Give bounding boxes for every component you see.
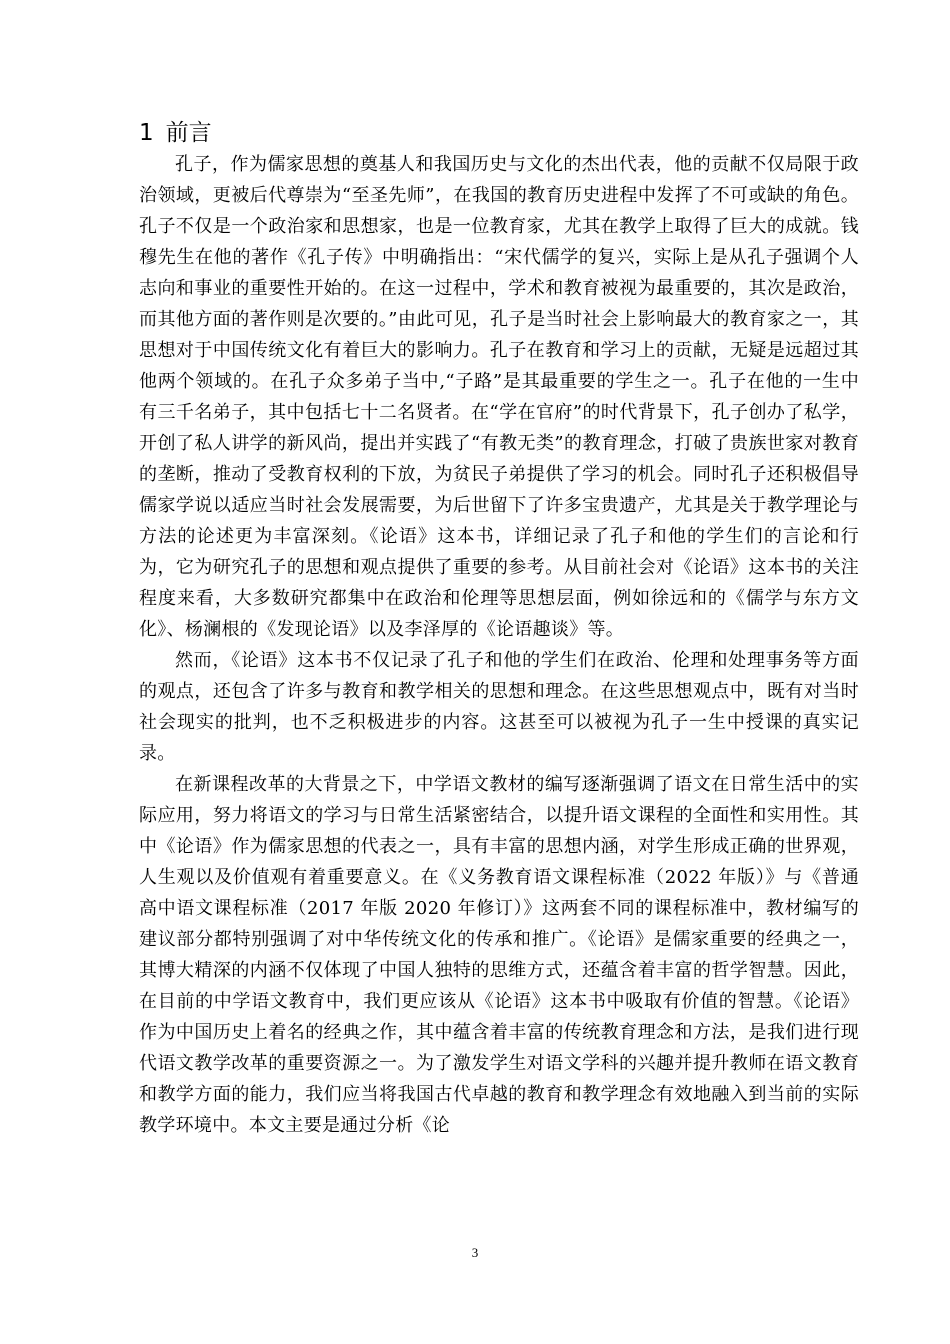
section-heading	[139, 117, 859, 149]
page-number: 3	[471, 1245, 479, 1260]
paragraph-2: 然而，《论语》这本书不仅记录了孔子和他的学生们在政治、伦理和处理事务等方面的观点，还包含了许多与教育和教学相关的思想和理念。在这些思想观点中，既有对当时社会现实的批判，也不乏积极进步的内容。这甚至可以被视为孔子一生中授课的真实记录。	[139, 650, 859, 764]
page-content	[139, 117, 859, 1141]
section-number: 1	[139, 120, 154, 146]
paragraph-3: 在新课程改革的大背景之下，中学语文教材的编写逐渐强调了语文在日常生活中的实际应用，努力将语文的学习与日常生活紧密结合，以提升语文课程的全面性和实用性。其中《论语》作为儒家思想的代表之一，具有丰富的思想内涵，对学生形成正确的世界观，人生观以及价值观有着重要意义。在《义务教育语文课程标准（2022 年版）》与《普通高中语文课程标准（2017 年版 2020 年修订）》这两套不同的课程标准中，教材编写的建议部分都特别强调了对中华传统文化的传承和推广。《论语》是儒家重要的经典之一，其博大精深的内涵不仅体现了中国人独特的思维方式，还蕴含着丰富的哲学智慧。因此，在目前的中学语文教育中，我们更应该从《论语》这本书中吸取有价值的智慧。《论语》作为中国历史上着名的经典之作，其中蕴含着丰富的传统教育理念和方法，是我们进行现代语文教学改革的重要资源之一。为了激发学生对语文学科的兴趣并提升教师在语文教育和教学方面的能力，我们应当将我国古代卓越的教育和教学理念有效地融入到当前的实际教学环境中。本文主要是通过分析《论	[139, 774, 859, 1136]
paragraph-1: 孔子，作为儒家思想的奠基人和我国历史与文化的杰出代表，他的贡献不仅局限于政治领域，更被后代尊崇为“至圣先师”，在我国的教育历史进程中发挥了不可或缺的角色。孔子不仅是一个政治家和思想家，也是一位教育家，尤其在教学上取得了巨大的成就。钱穆先生在他的著作《孔子传》中明确指出：“宋代儒学的复兴，实际上是从孔子强调个人志向和事业的重要性开始的。在这一过程中，学术和教育被视为最重要的，其次是政治，而其他方面的著作则是次要的。”由此可见，孔子是当时社会上影响最大的教育家之一，其思想对于中国传统文化有着巨大的影响力。孔子在教育和学习上的贡献，无疑是远超过其他两个领域的。在孔子众多弟子当中,“子路”是其最重要的学生之一。孔子在他的一生中有三千名弟子，其中包括七十二名贤者。在“学在官府”的时代背景下，孔子创办了私学，开创了私人讲学的新风尚，提出并实践了“有教无类”的教育理念，打破了贵族世家对教育的垄断，推动了受教育权利的下放，为贫民子弟提供了学习的机会。同时孔子还积极倡导儒家学说以适应当时社会发展需要，为后世留下了许多宝贵遗产，尤其是关于教学理论与方法的论述更为丰富深刻。《论语》这本书，详细记录了孔子和他的学生们的言论和行为，它为研究孔子的思想和观点提供了重要的参考。从目前社会对《论语》这本书的关注程度来看，大多数研究都集中在政治和伦理等思想层面，例如徐远和的《儒学与东方文化》、杨澜根的《发现论语》以及李泽厚的《论语趣谈》等。	[139, 154, 859, 640]
section-title: 前言	[165, 120, 212, 146]
